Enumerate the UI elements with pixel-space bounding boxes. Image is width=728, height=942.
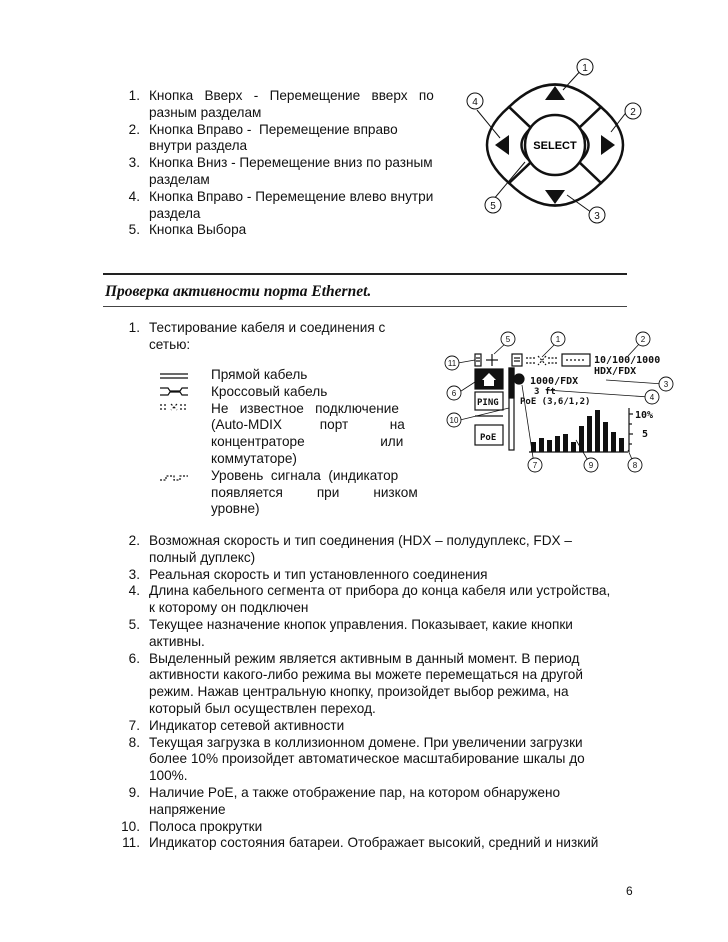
- list-item-number: 8.: [128, 734, 140, 750]
- network-activity-icon: [514, 374, 524, 384]
- list-item-text: Прямой кабель: [211, 367, 308, 382]
- screen-callout-5: 5: [505, 335, 511, 344]
- select-label: SELECT: [533, 140, 577, 152]
- list-item-number: 2.: [128, 533, 140, 548]
- cable-status-icon: [526, 356, 558, 365]
- list-item-text: Не известное подключение: [211, 400, 399, 416]
- section-rule-top: [103, 273, 627, 275]
- list-item-number: 6.: [128, 650, 140, 666]
- list-item-text: Кнопка Вправо - Перемещение вправо: [149, 121, 398, 137]
- list-item-text: к которому он подключен: [149, 600, 309, 616]
- list-item-number: 1.: [128, 320, 140, 335]
- list-item-text: Длина кабельного сегмента от прибора до конца кабеля или устройства,: [149, 583, 611, 599]
- scale-top-text: 10%: [635, 410, 654, 421]
- list-item-text: Возможная скорость и тип соединения (HDX – полудуплекс, FDX –: [149, 533, 572, 548]
- screen-callout-1: 1: [555, 335, 561, 344]
- list-item-text: Кнопка Вверх - Перемещение вверх по: [149, 88, 434, 103]
- list-item-text: Реальная скорость и тип установленного соединения: [149, 566, 488, 582]
- straight-cable-icon: [160, 374, 188, 378]
- list-item-text: режим. Нажав центральную кнопку, произойдет выбор режима, на: [149, 684, 569, 700]
- callout-5: 5: [490, 201, 496, 212]
- list-item-text: полный дуплекс): [149, 549, 256, 565]
- tester-screen-diagram: [438, 330, 684, 476]
- screen-callout-3: 3: [663, 380, 669, 389]
- list-item-text: Наличие PoE, а также отображение пар, на котором обнаружено: [149, 785, 561, 800]
- low-signal-icon: [160, 476, 188, 480]
- list-item-text: Выделенный режим является активным в данный момент. В период: [149, 650, 580, 666]
- section-rule-bottom: [103, 306, 627, 307]
- list-item-text: Индикатор сетевой активности: [149, 717, 345, 733]
- list-item-number: 11.: [122, 835, 140, 851]
- poe-button-text: PoE: [480, 433, 497, 443]
- list-item-text: уровне): [211, 501, 260, 517]
- list-item-text: активны.: [149, 633, 205, 649]
- load-bars: [531, 410, 624, 452]
- screen-callout-6: 6: [451, 389, 457, 398]
- list-item-text: разным разделам: [149, 104, 262, 120]
- list-item-number: 3.: [128, 155, 140, 171]
- unknown-connection-icon: [160, 404, 188, 410]
- list-item-text: Полоса прокрутки: [149, 818, 263, 834]
- screen-callout-8: 8: [632, 461, 638, 470]
- list-item-text: 100%.: [149, 768, 188, 784]
- list-item-text: Кроссовый кабель: [211, 383, 328, 399]
- list-item-text: который был осуществлен переход.: [149, 701, 376, 716]
- ping-text: PING: [477, 398, 499, 408]
- poe-pairs-text: PoE (3,6/1,2): [520, 397, 591, 407]
- list-item-text: (Auto-MDIX порт на: [211, 417, 405, 433]
- list-item-text: Текущая загрузка в коллизионном домене. При увеличении загрузки: [149, 734, 583, 750]
- callout-2: 2: [630, 107, 636, 118]
- list-item-text: коммутаторе): [211, 451, 297, 466]
- list-item-number: 9.: [128, 785, 140, 800]
- list-item-text: концентраторе или: [211, 434, 404, 450]
- list-item-number: 5.: [128, 222, 140, 238]
- list-item-number: 10.: [121, 818, 140, 834]
- scale-mid-text: 5: [642, 429, 649, 440]
- list-item-number: 5.: [128, 617, 140, 632]
- list-item-text: Кнопка Вниз - Перемещение вниз по разным: [149, 155, 433, 171]
- callout-4: 4: [472, 97, 478, 108]
- section-title: Проверка активности порта Ethernet.: [105, 283, 372, 300]
- crossover-cable-icon: [160, 388, 188, 395]
- callout-1: 1: [582, 63, 588, 74]
- list-item-text: Индикатор состояния батареи. Отображает высокий, средний и низкий: [149, 835, 599, 851]
- list-item-text: Кнопка Выбора: [149, 222, 247, 238]
- screen-callout-4: 4: [649, 393, 655, 402]
- legend-symbols: [158, 368, 194, 488]
- list-item-number: 4.: [128, 583, 140, 599]
- list-item-text: внутри раздела: [149, 138, 248, 154]
- list-item-text: Кнопка Вправо - Перемещение влево внутри: [149, 188, 434, 204]
- list-item-text: Тестирование кабеля и соединения с: [149, 320, 386, 335]
- page-number: 6: [626, 884, 633, 898]
- battery-icon: [475, 354, 481, 366]
- screen-callout-10: 10: [449, 416, 459, 425]
- list-item-text: более 10% произойдет автоматическое масштабирование шкалы до: [149, 751, 585, 767]
- screen-callout-11: 11: [447, 359, 457, 368]
- port-icon: [512, 354, 522, 366]
- move-icon: [486, 354, 498, 366]
- list-item-number: 4.: [128, 188, 140, 204]
- list-item-text: появляется при низком: [211, 484, 418, 500]
- list-item-text: напряжение: [149, 801, 226, 817]
- link-text: 1000/FDX: [530, 376, 579, 387]
- list-item-text: Уровень сигнала (индикатор: [211, 467, 399, 483]
- dpad-diagram: [455, 50, 655, 240]
- list-item-text: разделам: [149, 172, 210, 187]
- list-item-text: Текущее назначение кнопок управления. Показывает, какие кнопки: [149, 617, 573, 632]
- list-item-number: 1.: [128, 88, 140, 103]
- callout-3: 3: [594, 211, 600, 222]
- screen-callout-9: 9: [588, 461, 594, 470]
- duplex-text: HDX/FDX: [594, 366, 637, 377]
- list-item-text: активности какого-либо режима вы можете перемещаться на другой: [149, 667, 583, 683]
- list-item-number: 2.: [128, 121, 140, 137]
- length-text: 3 ft: [534, 387, 556, 397]
- screen-callout-2: 2: [640, 335, 646, 344]
- list-item-text: раздела: [149, 205, 201, 221]
- list-item-number: 7.: [128, 717, 140, 733]
- list-item-text: сетью:: [149, 336, 191, 352]
- screen-callout-7: 7: [532, 461, 538, 470]
- list-item-number: 3.: [128, 566, 140, 582]
- speeds-text: 10/100/1000: [594, 355, 661, 366]
